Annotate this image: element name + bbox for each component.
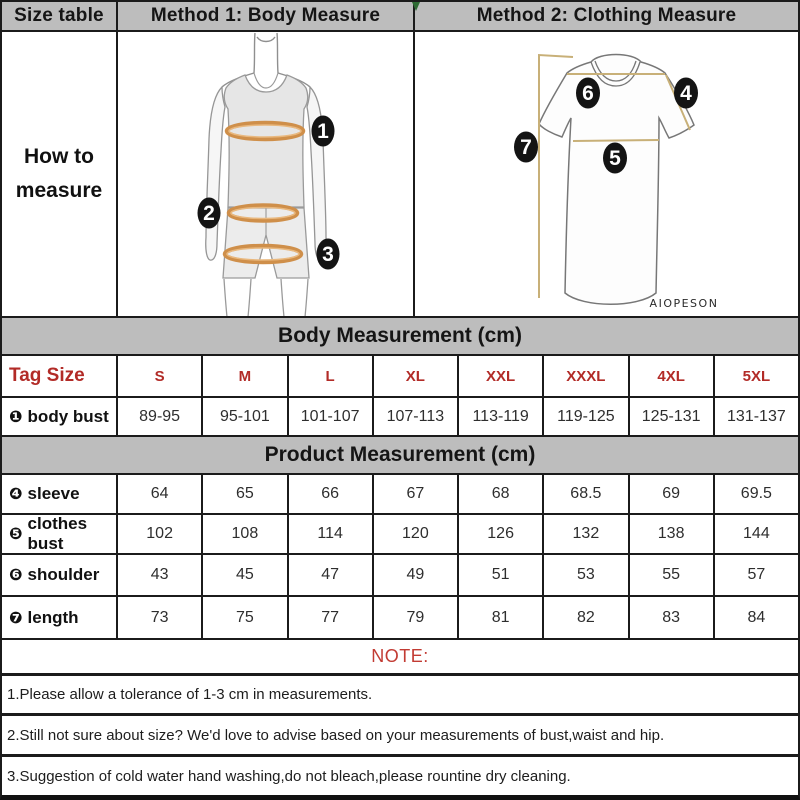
body-figure-diagram [118, 32, 413, 316]
marker-1-number: 1 [317, 120, 329, 143]
clothes-bust-4xl: 138 [630, 515, 715, 553]
length-5xl: 84 [747, 608, 766, 626]
legs [224, 279, 308, 316]
marker-5-number: 5 [609, 147, 621, 170]
clothes-bust-5xl: 144 [743, 525, 770, 542]
size-col-xxxl: XXXL [544, 356, 629, 396]
sleeve-xl: 67 [374, 475, 459, 513]
clothing-measure-illustration [415, 32, 798, 316]
header-method-2: Method 2: Clothing Measure [415, 2, 798, 30]
sleeve-s: 64 [118, 475, 203, 513]
shoulder-s: 43 [118, 555, 203, 595]
marker-7-number: 7 [520, 136, 532, 159]
marker-6-glyph: ❻ [9, 565, 23, 584]
shoulder-4xl: 55 [630, 555, 715, 595]
note-item-3: 3.Suggestion of cold water hand washing,do not bleach,please rountine dry cleaning. [2, 757, 798, 795]
marker-7-badge [514, 132, 538, 163]
size-col-5xl: 5XL [742, 367, 771, 385]
clothes-bust-row [2, 515, 798, 555]
body-measure-illustration [118, 32, 415, 316]
brand-text: AIOPESON [649, 297, 719, 310]
t-shirt-outline [539, 55, 694, 305]
length-xxxl: 82 [544, 597, 629, 638]
left-arm [206, 87, 225, 260]
marker-6-number: 6 [582, 82, 594, 105]
right-arm [307, 87, 326, 260]
tag-size-label: Tag Size [2, 356, 118, 396]
note-item-1: 1.Please allow a tolerance of 1-3 cm in measurements. [2, 676, 798, 716]
body-bust-xl: 107-113 [374, 398, 459, 435]
tag-size-row [2, 356, 798, 398]
shoulder-row [2, 555, 798, 597]
body-bust-xxl: 113-119 [459, 398, 544, 435]
row-label-sleeve: ❹ sleeve [2, 475, 118, 513]
marker-2-badge [198, 198, 221, 229]
body-bust-4xl: 125-131 [630, 398, 715, 435]
green-artifact [412, 2, 420, 11]
marker-4-number: 4 [680, 82, 692, 105]
length-row [2, 597, 798, 640]
marker-3-badge [317, 239, 340, 270]
clothes-bust-l: 114 [289, 515, 374, 553]
size-col-xl: XL [374, 356, 459, 396]
sleeve-xxl: 68 [459, 475, 544, 513]
size-col-s: S [118, 356, 203, 396]
sleeve-m: 65 [203, 475, 288, 513]
marker-1-glyph: ❶ [9, 406, 23, 426]
sleeve-row [2, 475, 798, 515]
row-label-clothes-bust: ❺ clothes bust [2, 515, 118, 553]
size-col-l: L [289, 356, 374, 396]
header-method-1: Method 1: Body Measure [118, 2, 415, 30]
body-bust-m: 95-101 [203, 398, 288, 435]
marker-6-badge [576, 78, 600, 109]
shoulder-m: 45 [203, 555, 288, 595]
body-bust-xxxl: 119-125 [544, 398, 629, 435]
marker-7-glyph: ❼ [9, 607, 23, 627]
product-measurement-header: Product Measurement (cm) [2, 437, 798, 475]
clothes-bust-xl: 120 [374, 515, 459, 553]
shoulder-5xl: 57 [747, 566, 766, 583]
sleeve-xxxl: 68.5 [544, 475, 629, 513]
row-label-length: ❼ length [2, 597, 118, 638]
sleeve-5xl: 69.5 [740, 485, 772, 502]
body-bust-row [2, 398, 798, 437]
shoulder-l: 47 [289, 555, 374, 595]
length-m: 75 [203, 597, 288, 638]
marker-1-badge [312, 116, 335, 147]
row-label-shoulder: ❻ shoulder [2, 555, 118, 595]
header-size-table: Size table [2, 2, 118, 30]
top-header-row [2, 2, 798, 32]
body-bust-5xl: 131-137 [727, 407, 786, 425]
shoulder-xxxl: 53 [544, 555, 629, 595]
length-xl: 79 [374, 597, 459, 638]
note-item-2: 2.Still not sure about size? We'd love to advise based on your measurements of bust,waist and hip. [2, 716, 798, 757]
clothes-bust-m: 108 [203, 515, 288, 553]
size-col-xxl: XXL [459, 356, 544, 396]
marker-3-number: 3 [322, 243, 334, 266]
row-label-body-bust: ❶ body bust [2, 398, 118, 435]
marker-4-glyph: ❹ [9, 484, 23, 503]
size-col-4xl: 4XL [630, 356, 715, 396]
body-bust-s: 89-95 [118, 398, 203, 435]
length-s: 73 [118, 597, 203, 638]
size-col-m: M [203, 356, 288, 396]
how-to-line1: How to [24, 145, 94, 169]
body-measurement-header: Body Measurement (cm) [2, 318, 798, 356]
marker-5-glyph: ❺ [9, 524, 23, 543]
how-to-measure-label [2, 32, 118, 316]
how-to-line2: measure [15, 179, 103, 202]
illustration-row [2, 32, 798, 318]
t-shirt-diagram [415, 32, 798, 316]
shoulder-xl: 49 [374, 555, 459, 595]
shoulder-xxl: 51 [459, 555, 544, 595]
note-title: NOTE: [2, 640, 798, 676]
length-l: 77 [289, 597, 374, 638]
body-bust-l: 101-107 [289, 398, 374, 435]
marker-5-badge [603, 143, 627, 174]
sleeve-4xl: 69 [630, 475, 715, 513]
clothes-bust-xxl: 126 [459, 515, 544, 553]
clothes-bust-xxxl: 132 [544, 515, 629, 553]
length-4xl: 83 [630, 597, 715, 638]
length-xxl: 81 [459, 597, 544, 638]
marker-2-number: 2 [203, 202, 215, 225]
clothes-bust-s: 102 [118, 515, 203, 553]
marker-4-badge [674, 78, 698, 109]
sleeve-l: 66 [289, 475, 374, 513]
